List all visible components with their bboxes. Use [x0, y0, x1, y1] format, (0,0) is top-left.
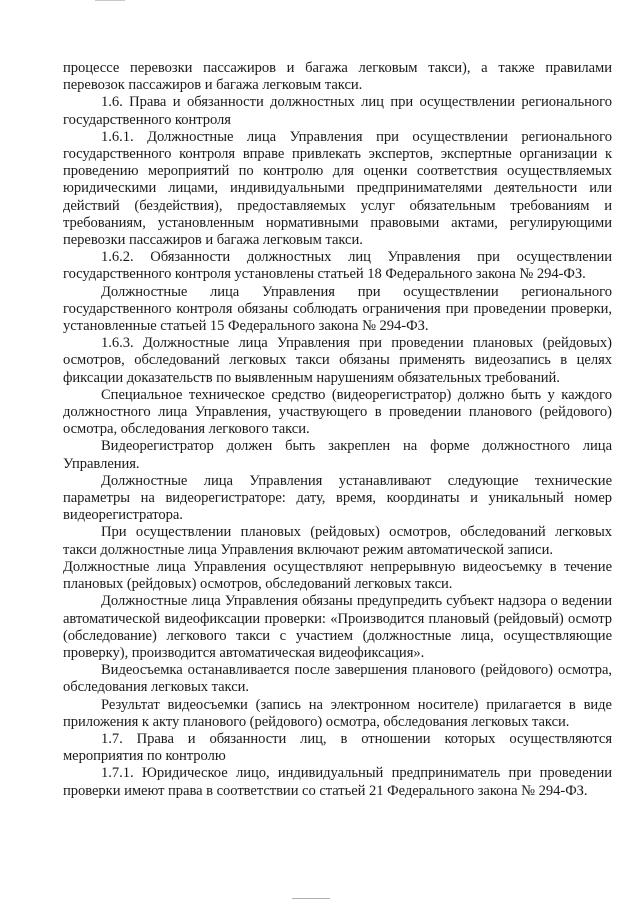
paragraph-warning: Должностные лица Управления обязаны предупредить субъект надзора о ведении автоматической видеофиксации проверки: «Производится плановый (рейдовый) осмотр (обследование) легкового такси с участием (должностные лица, осуществляющие проверку), производится автоматическая видеофиксация». [63, 593, 612, 661]
paragraph-continuation: процессе перевозки пассажиров и багажа легковым такси), а также правилами перевозок пассажиров и багажа легковым такси. [63, 60, 612, 94]
paragraph-auto-record: При осуществлении плановых (рейдовых) осмотров, обследований легковых такси должностные лица Управления включают режим автоматической записи. [63, 524, 612, 558]
document-page [63, 60, 612, 800]
paragraph-restrictions: Должностные лица Управления при осуществлении регионального государственного контроля обязаны соблюдать ограничения при проведении проверки, установленные статьей 15 Федерального закона № 294-ФЗ. [63, 283, 612, 335]
paragraph-1-7-1: 1.7.1. Юридическое лицо, индивидуальный предприниматель при проведении проверки имеют права в соответствии со статьей 21 Федерального закона № 294-ФЗ. [63, 765, 612, 799]
paragraph-recording-result: Результат видеосъемки (запись на электронном носителе) прилагается в виде приложения к акту планового (рейдового) осмотра, обследования легковых такси. [63, 696, 612, 730]
paragraph-recording-stop: Видеосъемка останавливается после завершения планового (рейдового) осмотра, обследования легковых такси. [63, 662, 612, 696]
section-heading-1-6: 1.6. Права и обязанности должностных лиц при осуществлении регионального государственного контроля [63, 94, 612, 128]
paragraph-1-6-1: 1.6.1. Должностные лица Управления при осуществлении регионального государственного контроля вправе привлекать экспертов, экспертные организации к проведению мероприятий по контролю для оценки соответствия осуществляемых юридическими лицами, индивидуальными предпринимателями деятельности или действий (бездействия), предоставляемых услуг обязательным требованиям и требованиям, установленным нормативными правовыми актами, регулирующими перевозки пассажиров и багажа легковым такси. [63, 128, 612, 249]
scan-mark-bottom [292, 898, 330, 899]
paragraph-device-parameters: Должностные лица Управления устанавливают следующие технические параметры на видеорегистраторе: дату, время, координаты и уникальный номер видеорегистратора. [63, 472, 612, 524]
paragraph-device-mount: Видеорегистратор должен быть закреплен на форме должностного лица Управления. [63, 438, 612, 472]
paragraph-continuous-recording: Должностные лица Управления осуществляют непрерывную видеосъемку в течение плановых (рейдовых) осмотров, обследований легковых такси. [63, 558, 612, 593]
section-heading-1-7: 1.7. Права и обязанности лиц, в отношении которых осуществляются мероприятия по контролю [63, 730, 612, 765]
paragraph-1-6-3: 1.6.3. Должностные лица Управления при проведении плановых (рейдовых) осмотров, обследований легковых такси обязаны применять видеозапись в целях фиксации доказательств по выявленным нарушениям обязательных требований. [63, 335, 612, 386]
scan-mark-top-left [95, 0, 125, 1]
paragraph-1-6-2: 1.6.2. Обязанности должностных лиц Управления при осуществлении государственного контроля установлены статьей 18 Федерального закона № 294-ФЗ. [63, 249, 612, 283]
paragraph-video-device: Специальное техническое средство (видеорегистратор) должно быть у каждого должностного лица Управления, участвующего в проведении планового (рейдового) осмотра, обследования легкового такси. [63, 386, 612, 438]
